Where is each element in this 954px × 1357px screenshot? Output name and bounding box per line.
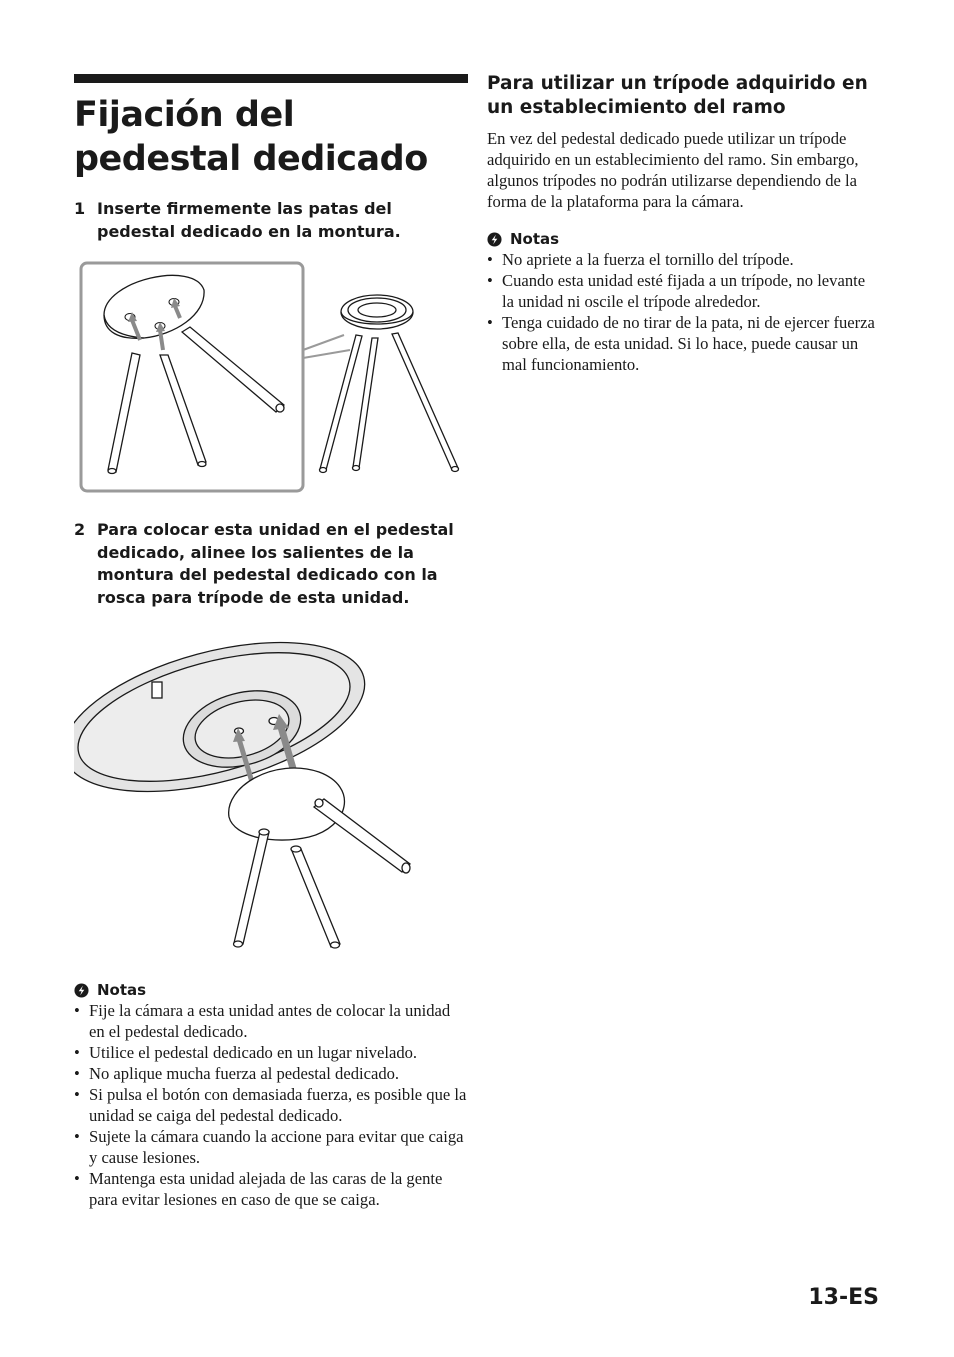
notes-heading-text: Notas xyxy=(510,230,560,248)
list-item: • Fije la cámara a esta unidad antes de colocar la unidad en el pedestal dedicado. xyxy=(74,1000,468,1042)
list-item: • Tenga cuidado de no tirar de la pata, ni de ejercer fuerza sobre ella, de esta unidad. Si lo hace, puede causar un mal funcionamiento. xyxy=(487,312,879,375)
list-item: • No apriete a la fuerza el tornillo del trípode. xyxy=(487,249,879,270)
step-2 xyxy=(74,519,468,609)
list-item: • Mantenga esta unidad alejada de las caras de la gente para evitar lesiones en caso de que se caiga. xyxy=(74,1168,468,1210)
step-number: 1 xyxy=(74,199,86,218)
notes-left xyxy=(74,980,468,1210)
left-column xyxy=(74,74,468,1210)
step-number: 2 xyxy=(74,520,86,539)
step-text: Inserte firmemente las patas del pedestal dedicado en la montura. xyxy=(97,199,401,241)
page-title: Fijación del pedestal dedicado xyxy=(74,95,428,179)
page-number: 13-ES xyxy=(808,1285,879,1310)
step-text: Para colocar esta unidad en el pedestal dedicado, alinee los salientes de la montura del pedestal dedicado con la rosca para trípode de esta unidad. xyxy=(97,520,454,607)
unit-on-pedestal-illustration xyxy=(74,627,468,962)
notes-heading-left xyxy=(74,980,468,1000)
notes-list-left xyxy=(74,1000,468,1210)
tripod-section-heading: Para utilizar un trípode adquirido en un establecimiento del ramo xyxy=(487,73,868,118)
right-column xyxy=(487,72,879,375)
notes-list-right xyxy=(487,249,879,375)
tripod-section-body: En vez del pedestal dedicado puede utilizar un trípode adquirido en un establecimiento del ramo. Sin embargo, algunos trípodes no podrán utilizarse dependiendo de la forma de la plataforma para la cámara. xyxy=(487,129,859,211)
title-rule xyxy=(74,74,468,83)
notes-heading-right xyxy=(487,229,879,249)
list-item: • Utilice el pedestal dedicado en un lugar nivelado. xyxy=(74,1042,468,1063)
note-icon xyxy=(74,983,89,998)
list-item: • Si pulsa el botón con demasiada fuerza, es posible que la unidad se caiga del pedestal dedicado. xyxy=(74,1084,468,1126)
note-icon xyxy=(487,232,502,247)
notes-heading-text: Notas xyxy=(97,981,147,999)
leg-insertion-illustration xyxy=(74,260,468,500)
step-1 xyxy=(74,198,468,243)
list-item: • No aplique mucha fuerza al pedestal dedicado. xyxy=(74,1063,468,1084)
notes-right xyxy=(487,229,879,375)
list-item: • Cuando esta unidad esté fijada a un trípode, no levante la unidad ni oscile el trípode alrededor. xyxy=(487,270,879,312)
list-item: • Sujete la cámara cuando la accione para evitar que caiga y cause lesiones. xyxy=(74,1126,468,1168)
